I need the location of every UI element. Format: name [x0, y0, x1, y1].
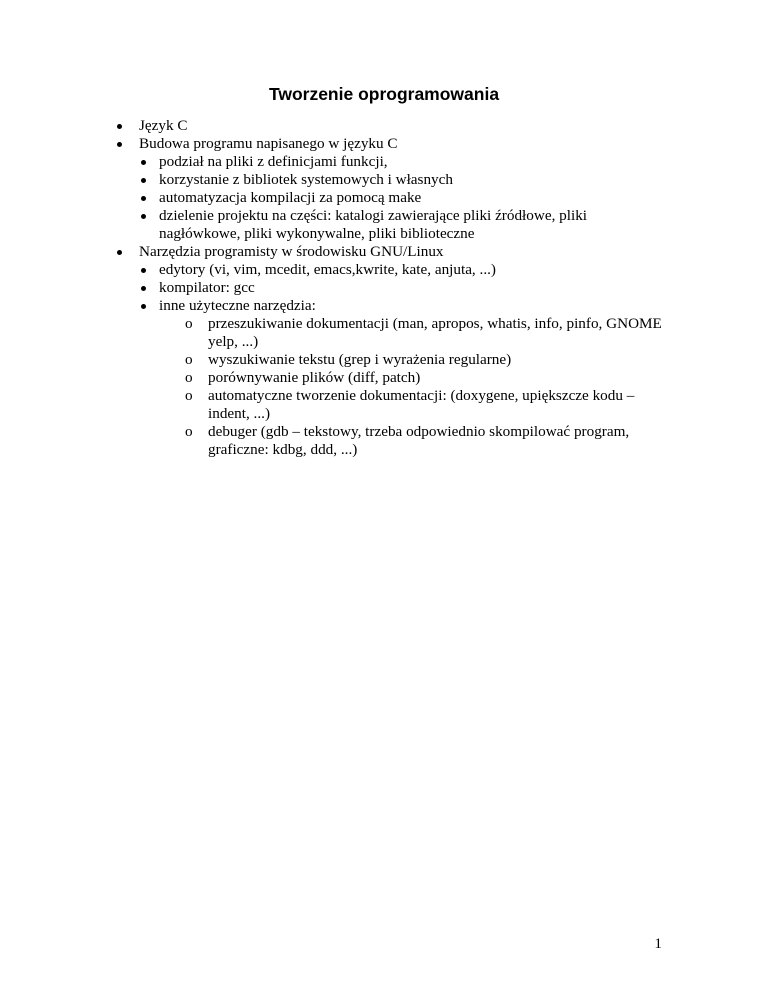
bullet-icon: [141, 304, 146, 309]
list-item-text: edytory (vi, vim, mcedit, emacs,kwrite, kate, anjuta, ...): [159, 261, 496, 278]
list-item-text: dzielenie projektu na części: katalogi zawierające pliki źródłowe, pliki: [159, 207, 588, 224]
page-number: 1: [654, 935, 662, 952]
bullet-icon: [117, 250, 122, 255]
bullet-icon: [141, 196, 146, 201]
list-item-text: automatyczne tworzenie dokumentacji: (doxygene, upiększcze kodu –: [208, 387, 635, 404]
circle-bullet-icon: o: [185, 387, 193, 404]
bullet-icon: [117, 124, 122, 129]
list-item-text: inne użyteczne narzędzia:: [159, 297, 316, 314]
list-item-text: graficzne: kdbg, ddd, ...): [208, 441, 358, 458]
page-title: Tworzenie oprogramowania: [268, 84, 500, 104]
list-item-text: porównywanie plików (diff, patch): [208, 369, 421, 386]
circle-bullet-icon: o: [185, 423, 193, 440]
circle-bullet-icon: o: [185, 369, 193, 386]
list-item-text: przeszukiwanie dokumentacji (man, apropos, whatis, info, pinfo, GNOME: [208, 315, 662, 332]
list-item-text: korzystanie z bibliotek systemowych i własnych: [159, 171, 453, 188]
list-item-text: podział na pliki z definicjami funkcji,: [159, 153, 388, 170]
bullet-icon: [141, 286, 146, 291]
list-item-text: yelp, ...): [208, 333, 259, 350]
list-item-text: Narzędzia programisty w środowisku GNU/Linux: [139, 243, 444, 260]
list-item-text: kompilator: gcc: [159, 279, 255, 296]
list-item-text: automatyzacja kompilacji za pomocą make: [159, 189, 422, 206]
bullet-icon: [141, 178, 146, 183]
circle-bullet-icon: o: [185, 351, 193, 368]
list-item-text: wyszukiwanie tekstu (grep i wyrażenia regularne): [208, 351, 512, 368]
bullet-icon: [141, 160, 146, 165]
bullet-icon: [141, 268, 146, 273]
bullet-icon: [117, 142, 122, 147]
list-item-text: indent, ...): [208, 405, 271, 422]
bullet-icon: [141, 214, 146, 219]
circle-bullet-icon: o: [185, 315, 193, 332]
list-item-text: Budowa programu napisanego w języku C: [139, 135, 398, 152]
list-item-text: nagłówkowe, pliki wykonywalne, pliki biblioteczne: [159, 225, 475, 242]
list-item-text: debuger (gdb – tekstowy, trzeba odpowiednio skompilować program,: [208, 423, 630, 440]
list-item-text: Język C: [139, 117, 188, 134]
